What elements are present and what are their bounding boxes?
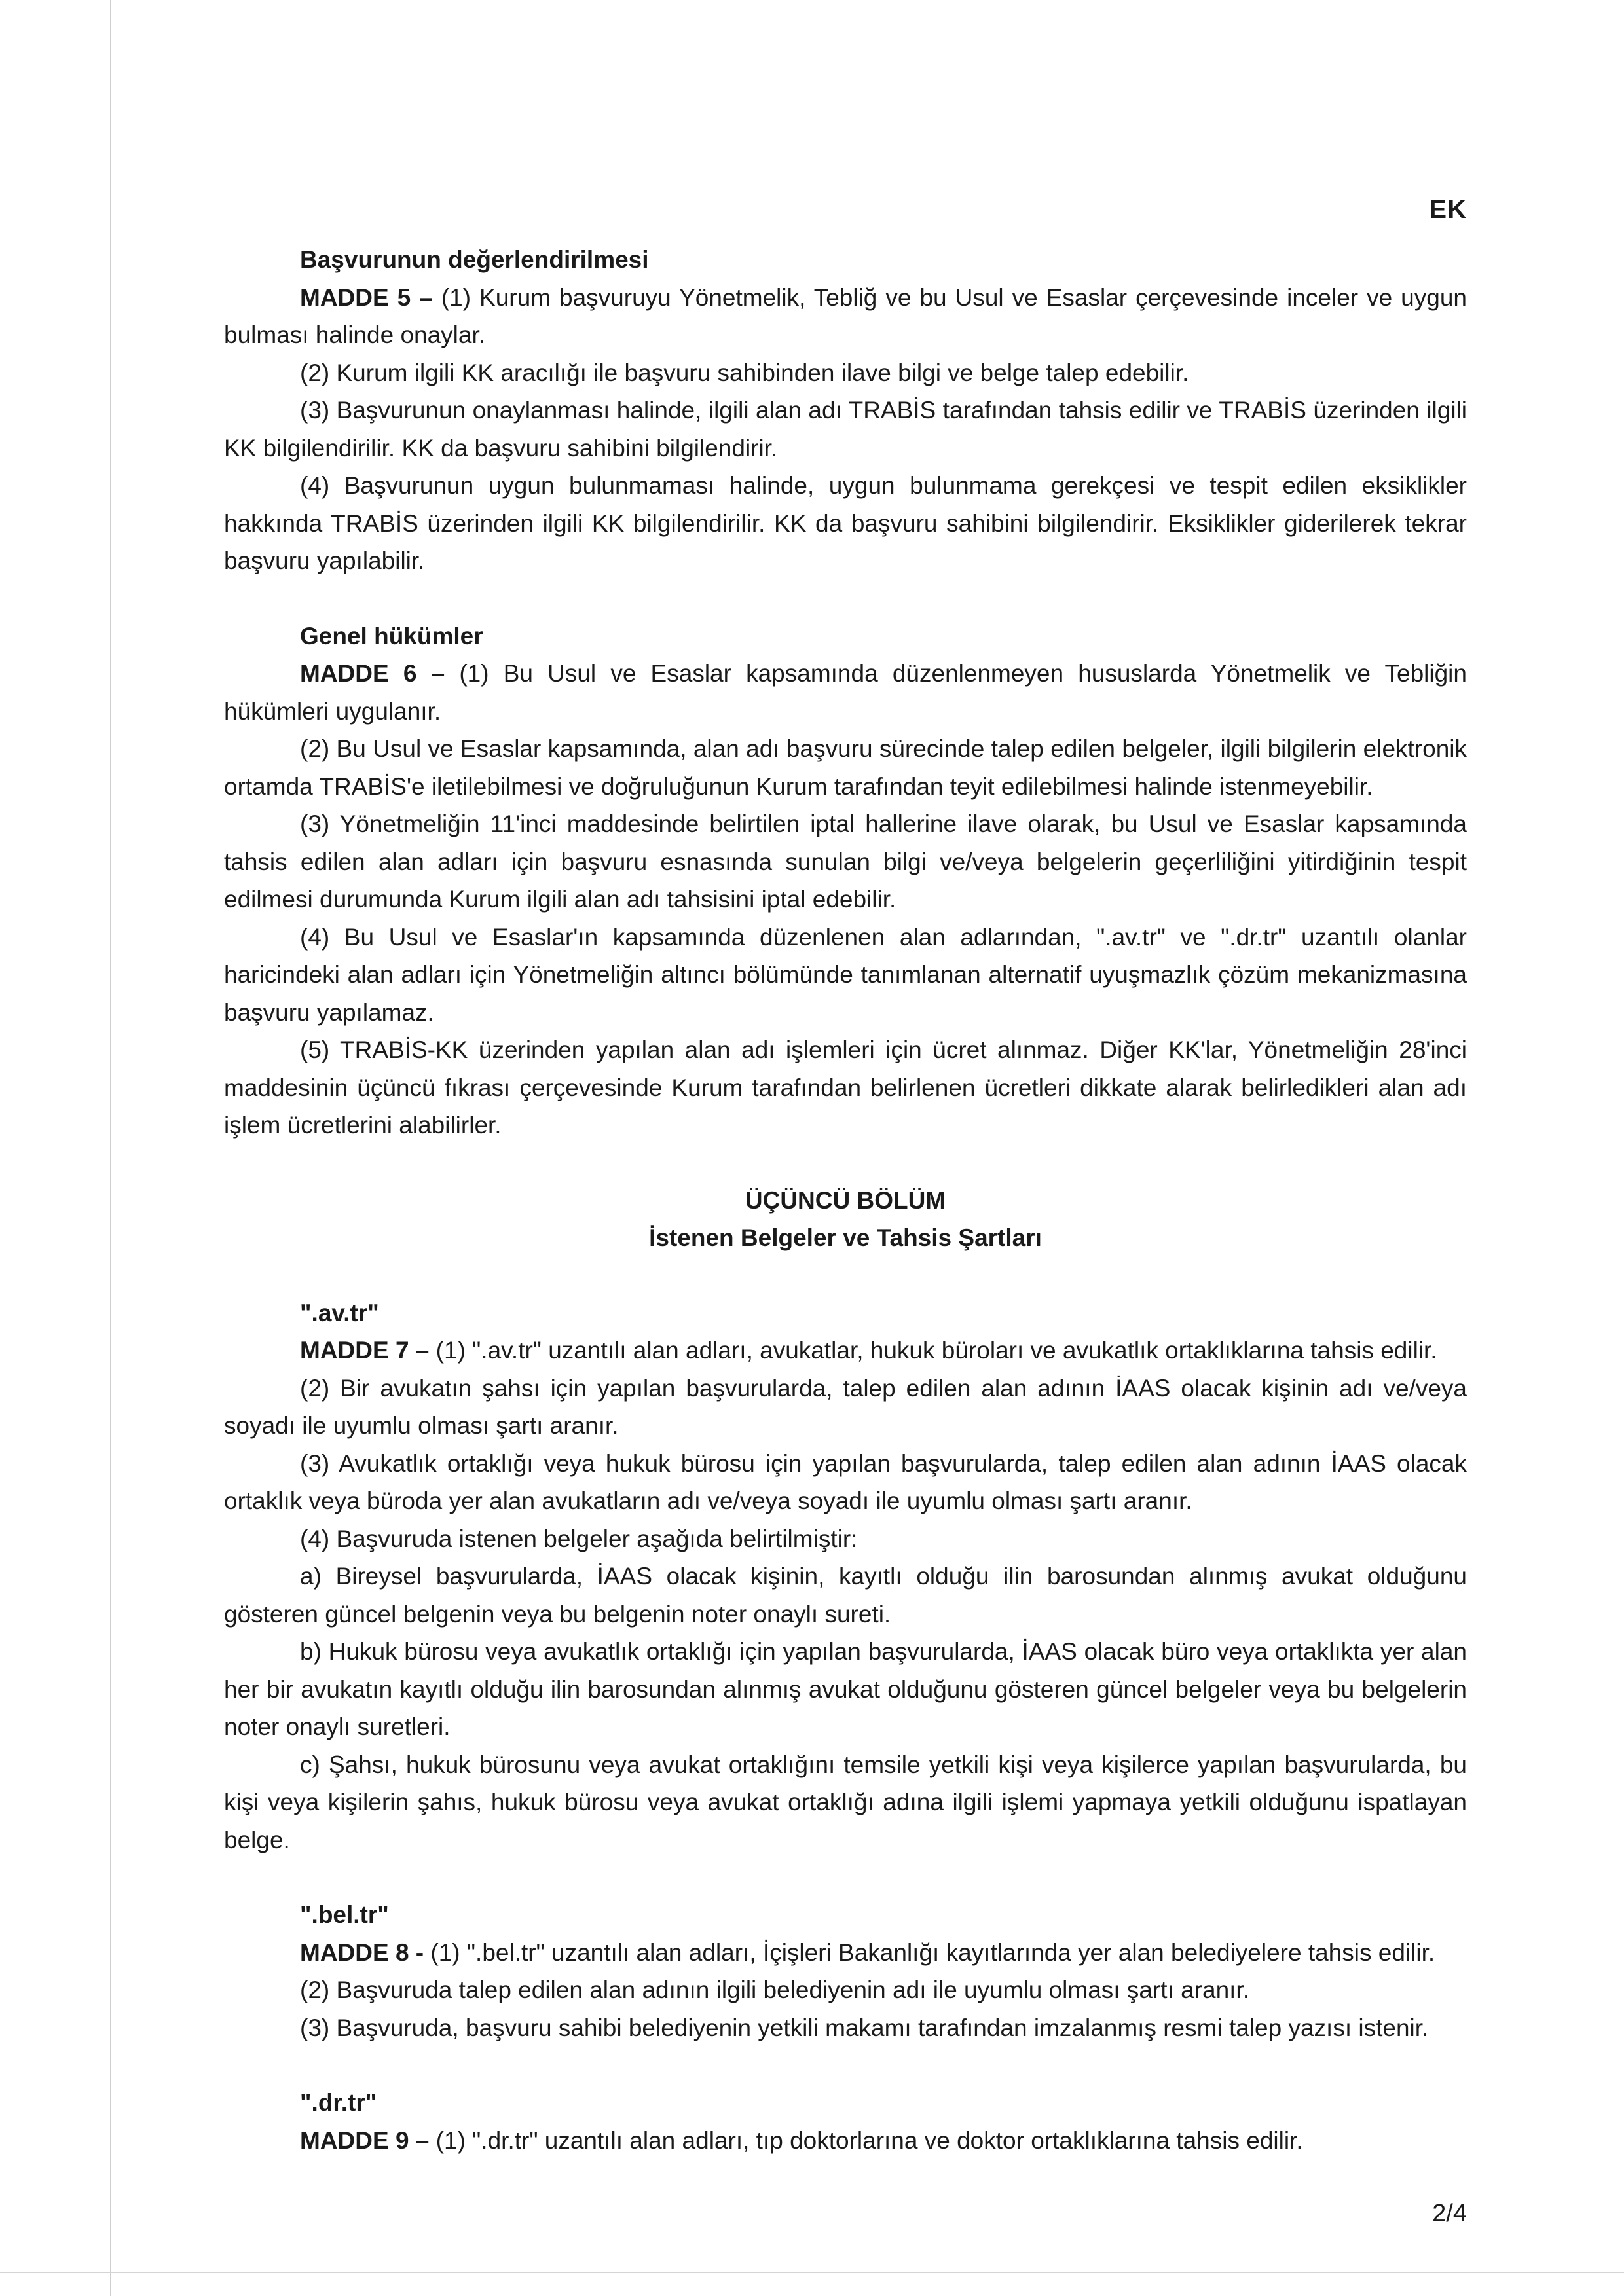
spacer — [224, 1859, 1467, 1896]
list-item: b) Hukuk bürosu veya avukatlık ortaklığı için yapılan başvurularda, İAAS olacak büro veya ortaklıkta yer alan her bir avukatın kayıtlı olduğu ilin barosundan alınmış avukat olduğunu gösteren güncel belgeler veya bu belgelerin noter onaylı suretleri. — [224, 1638, 1467, 1740]
spacer — [224, 1257, 1467, 1294]
chapter-title: ÜÇÜNCÜ BÖLÜM — [745, 1186, 946, 1214]
paragraph: (5) TRABİS-KK üzerinden yapılan alan adı işlemleri için ücret alınmaz. Diğer KK'lar, Yönetmeliğin 28'inci maddesinin üçüncü fıkrası çerçevesinde Kurum tarafından belirlenen ücretleri dikkate alarak belirledikleri alan adı işlem ücretlerini alabilirler. — [224, 1036, 1467, 1139]
annex-label: EK — [1429, 195, 1467, 224]
document-body — [224, 241, 1467, 2159]
paragraph: (3) Yönetmeliğin 11'inci maddesinde belirtilen iptal hallerine ilave olarak, bu Usul ve Esaslar kapsamında tahsis edilen alan adları için başvuru esnasında sunulan bilgi ve/veya belgelerin geçerliliğini yitirdiğinin tespit edilmesi durumunda Kurum ilgili alan adı tahsisini iptal edebilir. — [224, 811, 1467, 913]
section-heading-madde9: ".dr.tr" — [300, 2089, 377, 2116]
section-heading-madde5: Başvurunun değerlendirilmesi — [300, 246, 649, 273]
paragraph: (3) Avukatlık ortaklığı veya hukuk bürosu için yapılan başvurularda, talep edilen alan adının İAAS olacak ortaklık veya büroda yer alan avukatların adı ve/veya soyadı ile uyumlu olması şartı aranır. — [224, 1449, 1467, 1514]
bottom-margin-line — [0, 2272, 1624, 2273]
paragraph: (4) Başvuruda istenen belgeler aşağıda belirtilmiştir: — [300, 1525, 858, 1552]
article-number: MADDE 8 - — [300, 1939, 424, 1966]
paragraph: (2) Başvuruda talep edilen alan adının ilgili belediyenin adı ile uyumlu olması şartı aranır. — [300, 1977, 1249, 2003]
paragraph: (2) Bu Usul ve Esaslar kapsamında, alan adı başvuru sürecinde talep edilen belgeler, ilgili bilgilerin elektronik ortamda TRABİS'e iletilebilmesi ve doğruluğunun Kurum tarafından teyit edilebilmesi halinde istenmeyebilir. — [224, 735, 1467, 800]
list-item: c) Şahsı, hukuk bürosunu veya avukat ortaklığını temsile yetkili kişi veya kişilerce yapılan başvurularda, bu kişi veya kişilerin şahıs, hukuk bürosu veya avukat ortaklığı adına ilgili işlemi yapmaya yetkili olduğunu ispatlayan belge. — [224, 1751, 1467, 1853]
paragraph: (3) Başvuruda, başvuru sahibi belediyenin yetkili makamı tarafından imzalanmış resmi talep yazısı istenir. — [300, 2014, 1429, 2041]
spacer — [224, 580, 1467, 617]
paragraph: MADDE 8 - (1) ".bel.tr" uzantılı alan adları, İçişleri Bakanlığı kayıtlarında yer alan belediyelere tahsis edilir. — [300, 1939, 1435, 1966]
article-number: MADDE 7 – — [300, 1337, 430, 1364]
left-margin-line — [110, 0, 111, 2296]
paragraph: (4) Başvurunun uygun bulunmaması halinde, uygun bulunmama gerekçesi ve tespit edilen eksiklikler hakkında TRABİS üzerinden ilgili KK bilgilendirilir. KK da başvuru sahibini bilgilendirir. Eksiklikler giderilerek tekrar başvuru yapılabilir. — [224, 472, 1467, 574]
paragraph: (3) Başvurunun onaylanması halinde, ilgili alan adı TRABİS tarafından tahsis edilir ve TRABİS üzerinden ilgili KK bilgilendirilir. KK da başvuru sahibini bilgilendirir. — [224, 397, 1467, 462]
article-number: MADDE 9 – — [300, 2126, 430, 2154]
section-heading-madde7: ".av.tr" — [300, 1299, 379, 1326]
spacer — [224, 2047, 1467, 2084]
page-number: 2/4 — [1432, 2200, 1467, 2227]
paragraph: MADDE 9 – (1) ".dr.tr" uzantılı alan adları, tıp doktorlarına ve doktor ortaklıklarına tahsis edilir. — [300, 2126, 1303, 2154]
paragraph: MADDE 5 – (1) Kurum başvuruyu Yönetmelik, Tebliğ ve bu Usul ve Esaslar çerçevesinde inceler ve uygun bulması halinde onaylar. — [224, 283, 1467, 348]
paragraph: MADDE 7 – (1) ".av.tr" uzantılı alan adları, avukatlar, hukuk büroları ve avukatlık ortaklıklarına tahsis edilir. — [300, 1337, 1437, 1364]
chapter-subtitle: İstenen Belgeler ve Tahsis Şartları — [649, 1224, 1042, 1251]
article-number: MADDE 5 – — [300, 283, 433, 311]
paragraph: (2) Bir avukatın şahsı için yapılan başvurularda, talep edilen alan adının İAAS olacak kişinin adı ve/veya soyadı ile uyumlu olması şartı aranır. — [224, 1374, 1467, 1439]
list-item: a) Bireysel başvurularda, İAAS olacak kişinin, kayıtlı olduğu ilin barosundan alınmış avukat olduğunu gösteren güncel belgenin veya bu belgenin noter onaylı sureti. — [224, 1563, 1467, 1628]
spacer — [224, 1144, 1467, 1182]
paragraph: (2) Kurum ilgili KK aracılığı ile başvuru sahibinden ilave bilgi ve belge talep edebilir. — [300, 359, 1189, 386]
paragraph: MADDE 6 – (1) Bu Usul ve Esaslar kapsamında düzenlenmeyen hususlarda Yönetmelik ve Tebliğin hükümleri uygulanır. — [224, 660, 1467, 725]
section-heading-madde8: ".bel.tr" — [300, 1901, 389, 1928]
article-number: MADDE 6 – — [300, 660, 445, 687]
paragraph: (4) Bu Usul ve Esaslar'ın kapsamında düzenlenen alan adlarından, ".av.tr" ve ".dr.tr" uzantılı olanlar haricindeki alan adları için Yönetmeliğin altıncı bölümünde tanımlanan alternatif uyuşmazlık çözüm mekanizmasına başvuru yapılamaz. — [224, 923, 1467, 1026]
section-heading-madde6: Genel hükümler — [300, 622, 483, 649]
